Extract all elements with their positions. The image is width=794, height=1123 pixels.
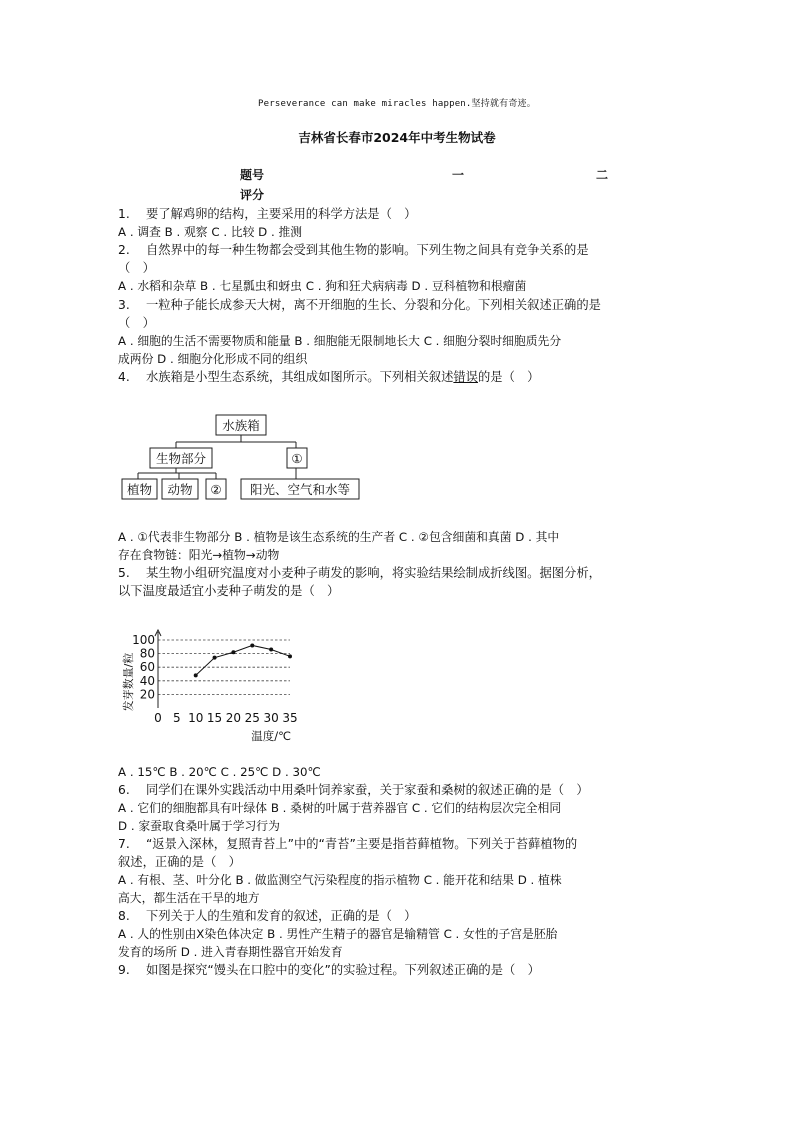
question-5-stem: 5. 某生物小组研究温度对小麦种子萌发的影响，将实验结果绘制成折线图。据图分析， xyxy=(118,566,601,580)
question-4-stem-emphasis: 错误 xyxy=(453,370,478,384)
chart-x-tick-label: 35 xyxy=(282,711,298,725)
chart-y-axis-label: 发芽数量/粒 xyxy=(122,652,135,712)
chart-x-tick-label: 10 xyxy=(188,711,204,725)
question-9-stem: 9. 如图是探究“馒头在口腔中的变化”的实验过程。下列叙述正确的是（ ） xyxy=(118,963,540,977)
question-3-options: A . 细胞的生活不需要物质和能量 B . 细胞能无限制地长大 C . 细胞分裂时细胞质先分 xyxy=(118,334,562,348)
chart-y-tick-label: 20 xyxy=(139,687,155,702)
chart-data-point xyxy=(231,650,235,654)
question-2-stem: 2. 自然界中的每一种生物都会受到其他生物的影响。下列生物之间具有竞争关系的是 xyxy=(118,243,589,257)
chart-x-tick-label: 15 xyxy=(206,711,223,725)
chart-y-tick-label: 100 xyxy=(132,633,155,647)
score-col-1: 一 xyxy=(452,168,465,182)
exam-title: 吉林省长春市2024年中考生物试卷 xyxy=(298,130,496,145)
chart-data-point xyxy=(288,654,292,658)
score-col-2: 二 xyxy=(596,168,609,182)
question-6-stem: 6. 同学们在课外实践活动中用桑叶饲养家蚕，关于家蚕和桑树的叙述正确的是（ ） xyxy=(118,783,589,797)
question-7-options-cont: 高大，都生活在干旱的地方 xyxy=(118,891,260,905)
chart-data-point xyxy=(269,648,273,652)
chart-x-tick-label: 25 xyxy=(244,711,260,725)
question-7-options: A . 有根、茎、叶分化 B . 做监测空气污染程度的指示植物 C . 能开花和结果 D . 植株 xyxy=(118,873,562,887)
motto-line: Perseverance can make miracles happen.坚持就有奇迹。 xyxy=(258,99,536,109)
question-4-stem xyxy=(118,368,678,386)
question-4-options: A . ①代表非生物部分 B . 植物是该生态系统的生产者 C . ②包含细菌和真菌 D . 其中 xyxy=(118,530,560,544)
chart-series-line xyxy=(196,645,290,675)
chart-y-tick-label: 40 xyxy=(139,673,155,688)
question-1-options: A . 调查 B . 观察 C . 比较 D . 推测 xyxy=(118,225,303,239)
question-7-stem: 7. “返景入深林，复照青苔上”中的“青苔”主要是指苔藓植物。下列关于苔藓植物的 xyxy=(118,837,578,851)
diagram-label-marker2: ② xyxy=(210,482,222,497)
chart-data-point xyxy=(194,673,198,677)
question-1-stem: 1. 要了解鸡卵的结构，主要采用的科学方法是（ ） xyxy=(118,207,417,221)
question-4-stem-pre: 4. 水族箱是小型生态系统，其组成如图所示。下列相关叙述 xyxy=(118,370,454,384)
score-row-label-score: 评分 xyxy=(240,188,265,202)
question-8-stem: 8. 下列关于人的生殖和发育的叙述，正确的是（ ） xyxy=(118,909,417,923)
chart-x-tick-label: 30 xyxy=(263,711,279,725)
question-4-stem-post: 的是（ ） xyxy=(477,370,540,384)
diagram-label-abiotic-items: 阳光、空气和水等 xyxy=(249,482,351,497)
question-6-options-cont: D . 家蚕取食桑叶属于学习行为 xyxy=(118,819,280,833)
question-7-stem-cont: 叙述，正确的是（ ） xyxy=(118,855,241,869)
diagram-label-abiotic-marker: ① xyxy=(291,451,303,466)
question-8-options-cont: 发育的场所 D . 进入青春期性器官开始发育 xyxy=(118,945,343,959)
question-6-options: A . 它们的细胞都具有叶绿体 B . 桑树的叶属于营养器官 C . 它们的结构层次完全相同 xyxy=(118,801,562,815)
chart-x-tick-label: 0 xyxy=(154,711,162,725)
question-2-options: A . 水稻和杂草 B . 七星瓢虫和蚜虫 C . 狗和狂犬病病毒 D . 豆科植物和根瘤菌 xyxy=(118,279,527,293)
diagram-label-biotic: 生物部分 xyxy=(155,451,207,466)
chart-data-point xyxy=(213,656,217,660)
question-3-stem: 3. 一粒种子能长成参天大树，离不开细胞的生长、分裂和分化。下列相关叙述正确的是 xyxy=(118,298,601,312)
diagram-label-plants: 植物 xyxy=(126,482,153,497)
chart-x-tick-label: 5 xyxy=(173,711,181,725)
chart-y-tick-label: 60 xyxy=(139,660,155,675)
chart-data-point xyxy=(250,643,254,647)
germination-line-chart xyxy=(118,622,318,747)
question-3-options-cont: 成两份 D . 细胞分化形成不同的组织 xyxy=(118,352,308,366)
question-4-options-cont: 存在食物链：阳光→植物→动物 xyxy=(118,548,280,562)
question-8-options: A . 人的性别由X染色体决定 B . 男性产生精子的器官是输精管 C . 女性的子宫是胚胎 xyxy=(118,927,558,941)
chart-x-axis-label: 温度/℃ xyxy=(251,729,292,743)
diagram-label-root: 水族箱 xyxy=(222,418,260,433)
aquarium-composition-diagram xyxy=(118,410,368,505)
question-3-stem-cont: （ ） xyxy=(118,316,155,330)
question-5-options: A . 15℃ B . 20℃ C . 25℃ D . 30℃ xyxy=(118,765,321,779)
question-2-stem-cont: （ ） xyxy=(118,261,155,275)
diagram-label-animals: 动物 xyxy=(167,482,193,497)
chart-x-tick-label: 20 xyxy=(225,711,242,725)
chart-y-tick-label: 80 xyxy=(139,646,155,661)
question-5-stem-cont: 以下温度最适宜小麦种子萌发的是（ ） xyxy=(118,584,340,598)
score-row-label-question: 题号 xyxy=(240,168,265,182)
